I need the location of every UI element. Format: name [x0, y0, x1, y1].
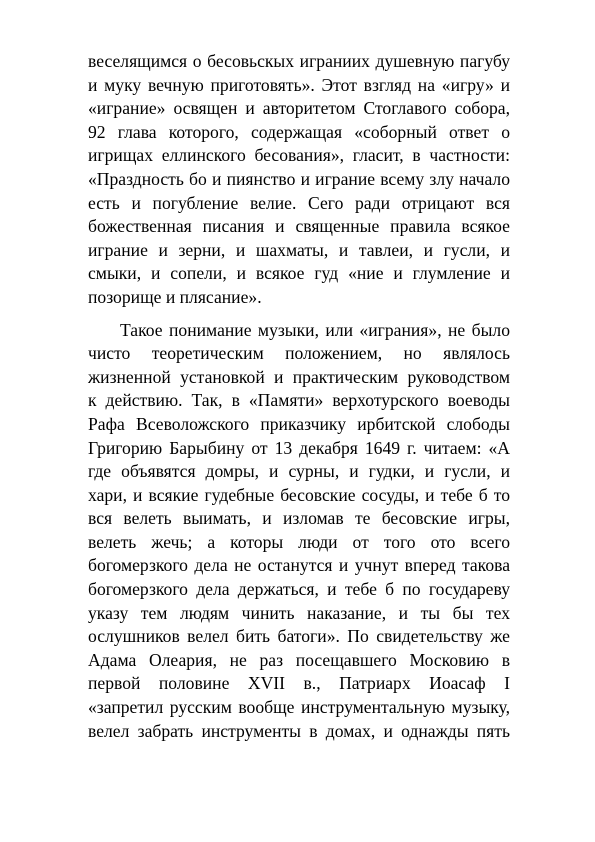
text-line: где объявятся домры, и сурны, и гудки, и гусли, и — [88, 461, 510, 482]
text-line: хари, и всякие гудебные бесовские сосуды, и тебе б то — [88, 484, 510, 505]
text-line: велеть жечь; а которы люди от того ото всего — [88, 531, 510, 552]
text-line: 92 глава которого, содержащая «соборный ответ о — [88, 121, 510, 142]
text-line: играние и зерни, и шахматы, и тавлеи, и гусли, и — [88, 239, 510, 260]
text-line: богомерзкого дела не останутся и учнут вперед такова — [88, 555, 510, 576]
text-line: позорище и плясание». — [88, 286, 262, 307]
text-line: указу тем людям чинить наказание, и ты бы тех — [88, 602, 510, 623]
text-line: ослушников велел бить батоги». По свидетельству же — [88, 626, 510, 647]
text-line: первой половине XVII в., Патриарх Иоасаф I — [88, 673, 510, 694]
text-line: жизненной установкой и практическим руководством — [88, 366, 510, 387]
text-line: и муку вечную приготовять». Этот взгляд на «игру» и — [88, 74, 510, 95]
text-line: божественная писания и священные правила всякое — [88, 216, 510, 237]
text-line: «запретил русским вообще инструментальную музыку, — [88, 697, 510, 718]
text-line: «играние» освящен и авторитетом Стоглавого собора, — [88, 98, 510, 119]
text-line: Такое понимание музыки, или «играния», не было — [120, 319, 510, 340]
text-line: игрищах еллинского бесования», гласит, в частности: — [88, 145, 510, 166]
text-line: веселящимся о бесовьскых играниих душевную пагубу — [88, 51, 510, 71]
paragraph-2 — [88, 319, 510, 744]
text-line: Адама Олеария, не раз посещавшего Московию в — [88, 649, 510, 670]
text-line: богомерзкого дела держаться, и тебе б по государеву — [88, 579, 510, 600]
text-line: «Праздность бо и пиянство и играние всему злу начало — [88, 168, 510, 189]
text-line: есть и погубление велие. Сего ради отрицают вся — [88, 192, 510, 213]
text-line: к действию. Так, в «Памяти» верхотурского воеводы — [88, 390, 510, 411]
text-line: чисто теоретическим положением, но являлось — [88, 343, 510, 364]
page-body-text — [88, 50, 510, 743]
paragraph-1 — [88, 50, 510, 310]
text-line: велел забрать инструменты в домах, и однажды пять — [88, 720, 510, 741]
text-line: Рафа Всеволожского приказчику ирбитской слободы — [88, 413, 510, 434]
text-line: вся велеть выимать, и изломав те бесовские игры, — [88, 508, 510, 529]
text-line: смыки, и сопели, и всякое гуд «ние и глумление и — [88, 263, 510, 284]
text-line: Григорию Барыбину от 13 декабря 1649 г. читаем: «А — [88, 437, 510, 458]
